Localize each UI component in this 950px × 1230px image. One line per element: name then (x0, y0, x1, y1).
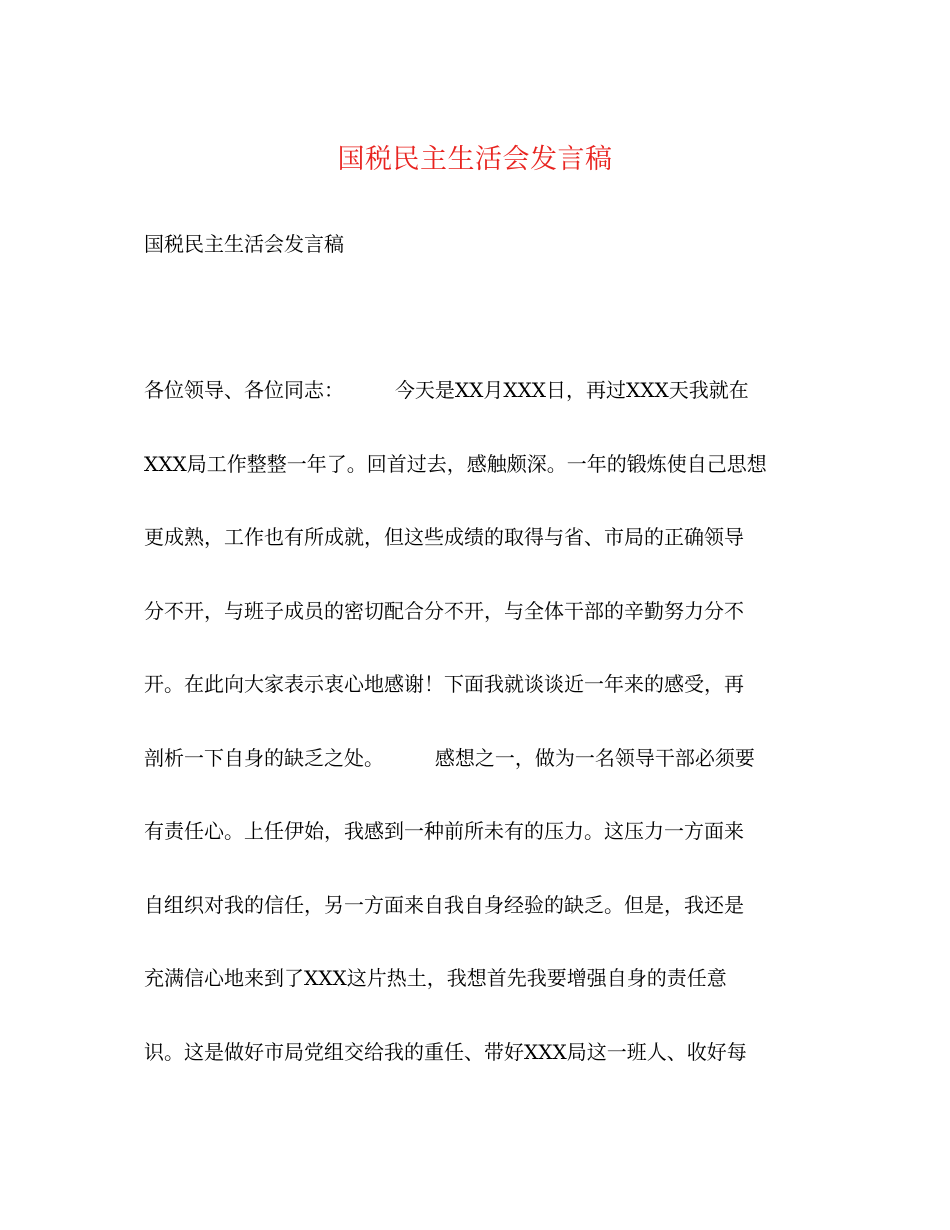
document-title: 国税民主生活会发言稿 (337, 144, 613, 175)
document-subtitle: 国税民主生活会发言稿 (144, 232, 344, 256)
body-line: 有责任心。上任伊始，我感到一种前所未有的压力。这压力一方面来 (144, 819, 744, 843)
body-line: 开。在此向大家表示衷心地感谢！下面我就谈谈近一年来的感受，再 (144, 672, 744, 696)
body-line: 分不开，与班子成员的密切配合分不开，与全体干部的辛勤努力分不 (144, 598, 744, 623)
body-line: 剖析一下自身的缺乏之处。 感想之一，做为一名领导干部必须要 (144, 745, 755, 770)
body-line: 识。这是做好市局党组交给我的重任、带好XXX局这一班人、收好每 (144, 1039, 747, 1064)
body-line: 充满信心地来到了XXX这片热土，我想首先我要增强自身的责任意 (144, 966, 727, 990)
body-line: 自组织对我的信任，另一方面来自我自身经验的缺乏。但是，我还是 (144, 892, 744, 917)
document-body (144, 375, 824, 1110)
body-line: 各位领导、各位同志： 今天是XX月XXX日，再过XXX天我就在 (144, 378, 749, 402)
body-line: 更成熟，工作也有所成就，但这些成绩的取得与省、市局的正确领导 (144, 525, 744, 549)
body-line: XXX局工作整整一年了。回首过去，感触颇深。一年的锻炼使自己思想 (144, 451, 767, 476)
